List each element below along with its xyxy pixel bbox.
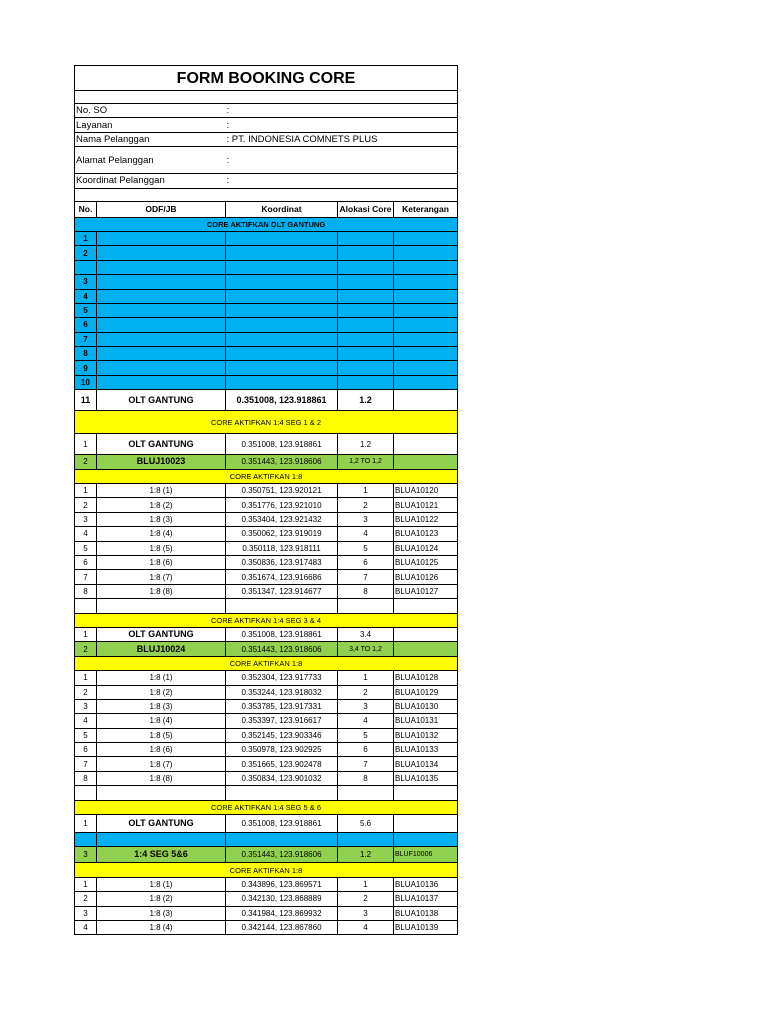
keterangan-cell: BLUA10127 [394,584,458,598]
core-cell: 6 [338,743,394,757]
odf-cell: 1:8 (1) [97,877,226,891]
field-value: : [226,104,458,118]
odf-cell: 1:8 (8) [97,584,226,598]
section-title-row [75,800,458,814]
table-row [75,757,458,771]
koordinat-cell: 0.351008, 123.918861 [226,390,338,411]
row-number: 3 [75,275,97,289]
row-number: 8 [75,771,97,785]
koordinat-cell: 0.351347, 123.914677 [226,584,338,598]
core-cell: 3,4 TO 1,2 [338,642,394,656]
keterangan-cell: BLUA10136 [394,877,458,891]
koordinat-cell: 0.351674, 123.916686 [226,570,338,584]
row-number: 1 [75,671,97,685]
form-title-row [75,66,458,91]
row-number [75,260,97,274]
column-header-row [75,201,458,217]
odf-cell: 1:8 (5) [97,728,226,742]
section-title-row [75,217,458,231]
row-number: 1 [75,434,97,455]
keterangan-cell: BLUA10120 [394,484,458,498]
row-number: 2 [75,455,97,469]
koordinat-cell: 0.343896, 123.869571 [226,877,338,891]
table-row [75,332,458,346]
koordinat-cell: 0.353244, 123.918032 [226,685,338,699]
koordinat-cell: 0.350751, 123.920121 [226,484,338,498]
table-row [75,584,458,598]
core-cell: 1,2 TO 1,2 [338,455,394,469]
field-label: Koordinat Pelanggan [75,174,226,188]
field-value: : [226,174,458,188]
koordinat-cell: 0.351443, 123.918606 [226,847,338,863]
keterangan-cell: BLUA10128 [394,671,458,685]
sub-section-title: CORE AKTIFKAN 1:8 [75,469,458,483]
table-row [75,699,458,713]
koordinat-cell: 0.353397, 123.916617 [226,714,338,728]
keterangan-cell: BLUA10131 [394,714,458,728]
empty-row [75,599,458,613]
keterangan-cell: BLUA10130 [394,699,458,713]
row-number: 6 [75,318,97,332]
table-row [75,771,458,785]
table-row [75,347,458,361]
sub-section-title-row [75,863,458,877]
section-title: CORE AKTIFKAN 1:4 SEG 1 & 2 [75,411,458,434]
odf-cell: 1:4 SEG 5&6 [97,847,226,863]
sub-section-title-row [75,469,458,483]
odf-cell: BLUJ10023 [97,455,226,469]
koordinat-cell: 0.351008, 123.918861 [226,815,338,833]
empty-row [75,833,458,847]
odf-cell: 1:8 (8) [97,771,226,785]
row-number: 9 [75,361,97,375]
core-cell: 3 [338,906,394,920]
section-title-row [75,613,458,627]
row-number: 2 [75,498,97,512]
core-cell: 1.2 [338,390,394,411]
keterangan-cell: BLUF10006 [394,847,458,863]
row-number: 3 [75,906,97,920]
column-header: No. [75,201,97,217]
koordinat-cell: 0.351665, 123.902478 [226,757,338,771]
booking-core-form [74,65,458,935]
keterangan-cell: BLUA10129 [394,685,458,699]
field-value: : PT. INDONESIA COMNETS PLUS [226,132,458,146]
row-number: 11 [75,390,97,411]
koordinat-cell: 0.350978, 123.902925 [226,743,338,757]
info-row-no-so [75,104,458,118]
core-cell: 7 [338,757,394,771]
odf-cell: 1:8 (4) [97,527,226,541]
table-row [75,275,458,289]
table-row [75,555,458,569]
table-row [75,743,458,757]
row-number: 4 [75,289,97,303]
core-cell: 6 [338,555,394,569]
table-row [75,728,458,742]
section-title: CORE AKTIFKAN OLT GANTUNG [75,217,458,231]
row-number: 5 [75,728,97,742]
odf-cell: 1:8 (6) [97,555,226,569]
odf-cell: OLT GANTUNG [97,434,226,455]
table-row [75,714,458,728]
table-row [75,671,458,685]
core-cell: 4 [338,920,394,934]
row-number: 4 [75,920,97,934]
core-cell: 4 [338,714,394,728]
odf-cell: OLT GANTUNG [97,390,226,411]
table-row [75,906,458,920]
core-cell: 1 [338,484,394,498]
koordinat-cell: 0.350834, 123.901032 [226,771,338,785]
section-title: CORE AKTIFKAN 1:4 SEG 3 & 4 [75,613,458,627]
row-number: 5 [75,303,97,317]
keterangan-cell: BLUA10133 [394,743,458,757]
table-row [75,303,458,317]
sub-section-title: CORE AKTIFKAN 1:8 [75,863,458,877]
table-row [75,375,458,389]
row-number: 7 [75,757,97,771]
odf-cell: 1:8 (1) [97,484,226,498]
odf-cell: 1:8 (1) [97,671,226,685]
table-row [75,455,458,469]
row-number: 3 [75,699,97,713]
section-title: CORE AKTIFKAN 1:4 SEG 5 & 6 [75,800,458,814]
core-cell: 3 [338,512,394,526]
row-number: 6 [75,743,97,757]
koordinat-cell: 0.351443, 123.918606 [226,455,338,469]
odf-cell: 1:8 (3) [97,699,226,713]
table-row [75,512,458,526]
row-number: 10 [75,375,97,389]
table-row [75,815,458,833]
keterangan-cell: BLUA10125 [394,555,458,569]
keterangan-cell: BLUA10124 [394,541,458,555]
koordinat-cell: 0.353785, 123.917331 [226,699,338,713]
koordinat-cell: 0.342130, 123.868889 [226,892,338,906]
koordinat-cell: 0.351776, 123.921010 [226,498,338,512]
field-label: No. SO [75,104,226,118]
koordinat-cell: 0.350062, 123.919019 [226,527,338,541]
keterangan-cell: BLUA10126 [394,570,458,584]
core-cell: 4 [338,527,394,541]
row-number: 1 [75,231,97,245]
table-row [75,685,458,699]
row-number: 1 [75,877,97,891]
info-row-alamat-pelanggan [75,147,458,174]
odf-cell: OLT GANTUNG [97,627,226,641]
table-row [75,260,458,274]
row-number: 1 [75,815,97,833]
column-header: ODF/JB [97,201,226,217]
row-number: 2 [75,246,97,260]
form-title: FORM BOOKING CORE [75,66,458,91]
field-label: Layanan [75,118,226,132]
keterangan-cell: BLUA10137 [394,892,458,906]
keterangan-cell: BLUA10132 [394,728,458,742]
section-title-row [75,411,458,434]
core-cell: 3.4 [338,627,394,641]
keterangan-cell: BLUA10121 [394,498,458,512]
koordinat-cell: 0.341984, 123.869932 [226,906,338,920]
spacer-row [75,91,458,104]
table-row [75,390,458,411]
odf-cell: 1:8 (7) [97,570,226,584]
odf-cell: 1:8 (4) [97,714,226,728]
row-number: 1 [75,484,97,498]
odf-cell: 1:8 (7) [97,757,226,771]
field-label: Alamat Pelanggan [75,147,226,174]
core-cell: 1 [338,877,394,891]
odf-cell: 1:8 (5) [97,541,226,555]
column-header: Koordinat [226,201,338,217]
row-number: 3 [75,847,97,863]
row-number: 1 [75,627,97,641]
odf-cell: OLT GANTUNG [97,815,226,833]
field-value: : [226,118,458,132]
core-cell: 5.6 [338,815,394,833]
empty-row [75,786,458,800]
table-row [75,627,458,641]
table-row [75,877,458,891]
table-row [75,318,458,332]
table-row [75,231,458,245]
info-row-layanan [75,118,458,132]
keterangan-cell: BLUA10139 [394,920,458,934]
row-number: 2 [75,685,97,699]
table-row [75,527,458,541]
table-row [75,289,458,303]
sub-section-title-row [75,656,458,670]
koordinat-cell: 0.351443, 123.918606 [226,642,338,656]
field-value: : [226,147,458,174]
core-cell: 5 [338,541,394,555]
table-row [75,541,458,555]
info-row-koordinat-pelanggan [75,174,458,188]
row-number: 3 [75,512,97,526]
sub-section-title: CORE AKTIFKAN 1:8 [75,656,458,670]
row-number: 7 [75,570,97,584]
table-row [75,570,458,584]
koordinat-cell: 0.352304, 123.917733 [226,671,338,685]
koordinat-cell: 0.342144, 123.867860 [226,920,338,934]
core-cell: 2 [338,498,394,512]
table-row [75,920,458,934]
core-cell: 3 [338,699,394,713]
core-cell: 2 [338,892,394,906]
odf-cell: 1:8 (6) [97,743,226,757]
odf-cell: 1:8 (3) [97,906,226,920]
koordinat-cell: 0.351008, 123.918861 [226,627,338,641]
odf-cell: 1:8 (2) [97,498,226,512]
core-cell: 1.2 [338,434,394,455]
core-cell: 1 [338,671,394,685]
column-header: Alokasi Core [338,201,394,217]
keterangan-cell: BLUA10122 [394,512,458,526]
row-number: 4 [75,714,97,728]
table-row [75,434,458,455]
field-label: Nama Pelanggan [75,132,226,146]
row-number: 5 [75,541,97,555]
info-row-nama-pelanggan [75,132,458,146]
keterangan-cell: BLUA10138 [394,906,458,920]
odf-cell: 1:8 (3) [97,512,226,526]
table-row [75,361,458,375]
koordinat-cell: 0.350836, 123.917483 [226,555,338,569]
table-row [75,246,458,260]
keterangan-cell: BLUA10135 [394,771,458,785]
table-row [75,847,458,863]
column-header: Keterangan [394,201,458,217]
row-number: 2 [75,892,97,906]
koordinat-cell: 0.350118, 123.918111 [226,541,338,555]
odf-cell: 1:8 (2) [97,892,226,906]
spacer-row [75,188,458,201]
row-number: 7 [75,332,97,346]
core-cell: 8 [338,771,394,785]
table-row [75,642,458,656]
koordinat-cell: 0.353404, 123.921432 [226,512,338,526]
core-cell: 7 [338,570,394,584]
core-cell: 2 [338,685,394,699]
keterangan-cell: BLUA10123 [394,527,458,541]
core-cell: 8 [338,584,394,598]
row-number: 8 [75,584,97,598]
table-row [75,498,458,512]
core-cell: 1.2 [338,847,394,863]
table-row [75,484,458,498]
row-number: 4 [75,527,97,541]
row-number: 6 [75,555,97,569]
odf-cell: BLUJ10024 [97,642,226,656]
koordinat-cell: 0.352145, 123.903346 [226,728,338,742]
table-row [75,892,458,906]
row-number: 2 [75,642,97,656]
keterangan-cell: BLUA10134 [394,757,458,771]
row-number: 8 [75,347,97,361]
odf-cell: 1:8 (2) [97,685,226,699]
koordinat-cell: 0.351008, 123.918861 [226,434,338,455]
core-cell: 5 [338,728,394,742]
odf-cell: 1:8 (4) [97,920,226,934]
